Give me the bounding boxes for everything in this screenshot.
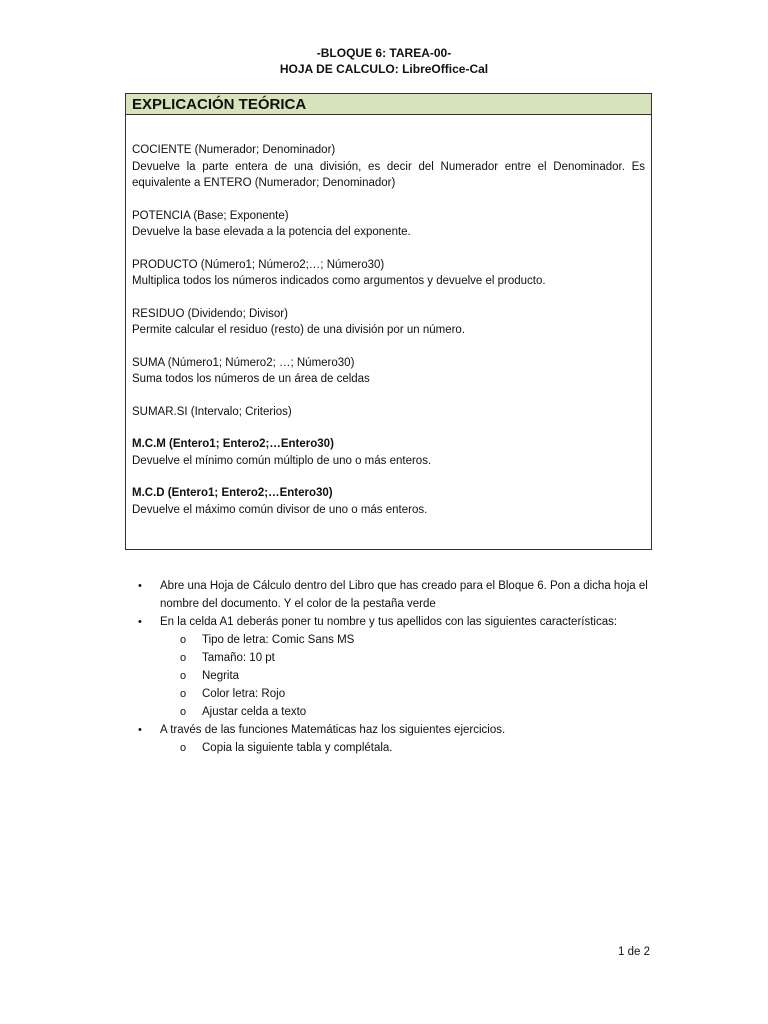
- bullet-icon: •: [138, 724, 142, 736]
- function-entry: [132, 257, 645, 290]
- page-number: 1 de 2: [618, 946, 650, 958]
- list-item: [138, 613, 658, 631]
- sub-list-item: [138, 631, 658, 649]
- list-item: [138, 577, 658, 613]
- function-signature: M.C.D (Entero1; Entero2;…Entero30): [132, 487, 333, 499]
- sub-list-item: [138, 703, 658, 721]
- theory-body: [126, 115, 651, 518]
- sub-list-item-text: Copia la siguiente tabla y complétala.: [202, 742, 393, 754]
- sub-list-item: [138, 649, 658, 667]
- document-header: [0, 45, 768, 77]
- function-entry: [132, 142, 645, 192]
- circle-bullet-icon: o: [180, 742, 187, 754]
- sub-list-item-text: Tamaño: 10 pt: [202, 652, 275, 664]
- sub-list-item-text: Color letra: Rojo: [202, 688, 286, 700]
- list-item-text: A través de las funciones Matemáticas haz los siguientes ejercicios.: [160, 724, 506, 736]
- function-entry: [132, 485, 645, 518]
- function-signature: M.C.M (Entero1; Entero2;…Entero30): [132, 438, 334, 450]
- function-signature: SUMAR.SI (Intervalo; Criterios): [132, 405, 292, 418]
- function-description: Devuelve la base elevada a la potencia del exponente.: [132, 226, 411, 238]
- circle-bullet-icon: o: [180, 634, 187, 646]
- function-signature: RESIDUO (Dividendo; Divisor): [132, 307, 288, 320]
- function-description: Devuelve el máximo común divisor de uno o más enteros.: [132, 503, 428, 516]
- header-title: -BLOQUE 6: TAREA-00-: [316, 46, 452, 60]
- sub-list-item: [138, 685, 658, 703]
- function-signature: PRODUCTO (Número1; Número2;…; Número30): [132, 258, 385, 271]
- sub-list-item: [138, 667, 658, 685]
- header-subtitle: HOJA DE CALCULO: LibreOffice-Cal: [279, 62, 489, 76]
- sub-list-item-text: Tipo de letra: Comic Sans MS: [202, 634, 355, 646]
- circle-bullet-icon: o: [180, 670, 187, 682]
- function-description: Suma todos los números de un área de celdas: [132, 373, 370, 385]
- list-item: [138, 721, 658, 739]
- function-entry: [132, 404, 645, 421]
- sub-list-item: [138, 739, 658, 757]
- bullet-icon: •: [138, 580, 142, 592]
- function-signature: SUMA (Número1; Número2; …; Número30): [132, 356, 355, 369]
- theory-title: EXPLICACIÓN TEÓRICA: [126, 94, 651, 115]
- sub-list-item-text: Negrita: [202, 670, 240, 682]
- function-signature: COCIENTE (Numerador; Denominador): [132, 144, 336, 156]
- function-description: Multiplica todos los números indicados como argumentos y devuelve el producto.: [132, 275, 546, 287]
- function-entry: [132, 436, 645, 469]
- function-description: Devuelve la parte entera de una división, es decir del Numerador entre el Denominador. Es equivalente a ENTERO (Numerador; Denominador): [132, 160, 645, 189]
- circle-bullet-icon: o: [180, 688, 187, 700]
- function-entry: [132, 355, 645, 388]
- function-entry: [132, 208, 645, 241]
- function-signature: POTENCIA (Base; Exponente): [132, 209, 289, 222]
- list-item-text: En la celda A1 deberás poner tu nombre y tus apellidos con las siguientes características:: [160, 616, 618, 628]
- circle-bullet-icon: o: [180, 652, 187, 664]
- sub-list-item-text: Ajustar celda a texto: [202, 706, 307, 718]
- theory-box: [125, 93, 652, 550]
- instructions-list: [138, 577, 658, 757]
- bullet-icon: •: [138, 616, 142, 628]
- function-description: Devuelve el mínimo común múltiplo de uno o más enteros.: [132, 454, 432, 467]
- list-item-text: Abre una Hoja de Cálculo dentro del Libro que has creado para el Bloque 6. Pon a dicha hoja el nombre del documento. Y el color de la pestaña verde: [160, 580, 648, 610]
- function-description: Permite calcular el residuo (resto) de una división por un número.: [132, 324, 466, 336]
- function-entry: [132, 306, 645, 339]
- circle-bullet-icon: o: [180, 706, 187, 718]
